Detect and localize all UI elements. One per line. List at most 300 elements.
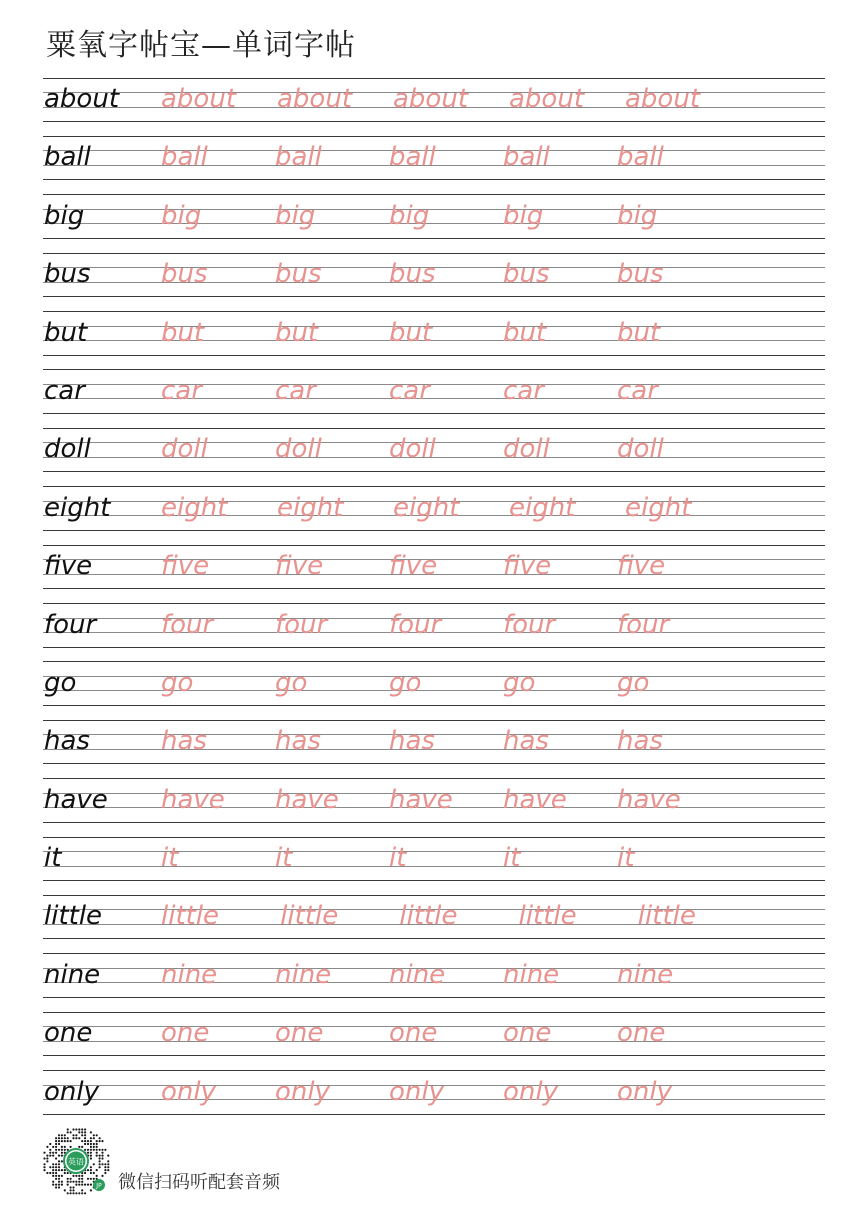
trace-word: doll	[389, 434, 436, 465]
qr-dot	[58, 1137, 60, 1139]
qr-dot	[61, 1140, 63, 1142]
qr-dot	[78, 1137, 80, 1139]
qr-dot	[78, 1146, 80, 1148]
trace-word: go	[275, 667, 308, 698]
qr-dot	[96, 1143, 98, 1145]
trace-word: about	[277, 84, 353, 114]
qr-dot	[49, 1155, 51, 1157]
qr-dot	[84, 1143, 86, 1145]
ruling-line	[43, 822, 825, 823]
trace-word: only	[161, 1076, 216, 1107]
trace-word: about	[161, 84, 237, 114]
qr-dot	[72, 1192, 74, 1194]
qr-dot	[72, 1175, 74, 1177]
qr-dot	[87, 1140, 89, 1142]
qr-dot	[46, 1160, 48, 1162]
ruling-line	[43, 121, 825, 122]
qr-dot	[81, 1131, 83, 1133]
trace-word: little	[518, 901, 577, 932]
qr-dot	[58, 1166, 60, 1168]
trace-word: four	[275, 609, 328, 640]
qr-code-icon[interactable]	[42, 1127, 112, 1197]
trace-word: bus	[275, 259, 322, 290]
ruling-line	[43, 1114, 825, 1115]
qr-dot	[99, 1149, 101, 1151]
ruling-line	[43, 603, 825, 604]
ruling-line	[43, 953, 825, 954]
qr-dot	[58, 1181, 60, 1183]
qr-dot	[61, 1155, 63, 1157]
model-word: five	[44, 551, 93, 582]
ruling-line	[43, 369, 825, 370]
qr-dot	[64, 1189, 66, 1191]
qr-dot	[52, 1181, 54, 1183]
qr-dot	[96, 1134, 98, 1136]
trace-word: doll	[617, 434, 664, 465]
qr-dot	[55, 1137, 57, 1139]
practice-row	[43, 661, 825, 719]
trace-word: five	[503, 551, 552, 582]
ruling-line	[43, 661, 825, 662]
qr-dot	[101, 1140, 103, 1142]
trace-word: it	[503, 843, 521, 874]
qr-dot	[61, 1149, 63, 1151]
qr-dot	[90, 1166, 92, 1168]
qr-dot	[87, 1169, 89, 1171]
model-word: has	[44, 726, 90, 757]
practice-row	[43, 311, 825, 369]
qr-dot	[90, 1169, 92, 1171]
qr-dot	[107, 1160, 109, 1162]
qr-dot	[84, 1140, 86, 1142]
qr-dot	[72, 1128, 74, 1130]
ruling-line	[43, 1055, 825, 1056]
qr-dot	[81, 1175, 83, 1177]
qr-dot	[61, 1137, 63, 1139]
qr-dot	[90, 1172, 92, 1174]
trace-word: five	[275, 551, 324, 582]
trace-word: bus	[617, 259, 664, 290]
practice-row	[43, 252, 825, 310]
qr-dot	[43, 1157, 45, 1159]
trace-word: have	[161, 784, 225, 815]
qr-dot	[101, 1152, 103, 1154]
trace-word: car	[275, 375, 316, 406]
qr-dot	[49, 1149, 51, 1151]
qr-dot	[90, 1178, 92, 1180]
qr-dot	[90, 1189, 92, 1191]
ruling-line	[43, 588, 825, 589]
qr-dot	[75, 1181, 77, 1183]
trace-word: go	[389, 667, 422, 698]
qr-dot	[107, 1163, 109, 1165]
trace-word: doll	[275, 434, 322, 465]
qr-dot	[58, 1169, 60, 1171]
trace-word: car	[503, 375, 544, 406]
qr-dot	[104, 1163, 106, 1165]
qr-dot	[43, 1152, 45, 1154]
qr-dot	[52, 1163, 54, 1165]
qr-dot	[101, 1175, 103, 1177]
qr-dot	[107, 1169, 109, 1171]
qr-dot	[84, 1131, 86, 1133]
trace-word: ball	[617, 142, 664, 173]
ruling-line	[43, 238, 825, 239]
ruling-line	[43, 720, 825, 721]
qr-dot	[67, 1184, 69, 1186]
trace-word: nine	[389, 959, 446, 990]
ruling-line	[43, 778, 825, 779]
trace-word: one	[617, 1018, 666, 1049]
ruling-line	[43, 194, 825, 195]
qr-dot	[55, 1169, 57, 1171]
qr-dot	[52, 1172, 54, 1174]
trace-word: little	[637, 901, 696, 932]
trace-word: five	[389, 551, 438, 582]
qr-dot	[99, 1157, 101, 1159]
qr-dot	[99, 1160, 101, 1162]
qr-dot	[81, 1146, 83, 1148]
trace-word: little	[161, 901, 220, 932]
qr-dot	[70, 1192, 72, 1194]
trace-word: doll	[503, 434, 550, 465]
practice-row	[43, 1070, 825, 1128]
qr-dot	[52, 1175, 54, 1177]
trace-word: nine	[617, 959, 674, 990]
model-word: have	[44, 784, 108, 815]
qr-dot	[81, 1189, 83, 1191]
qr-dot	[49, 1166, 51, 1168]
trace-word: has	[161, 726, 207, 757]
qr-dot	[43, 1163, 45, 1165]
qr-dot	[58, 1140, 60, 1142]
qr-dot	[55, 1146, 57, 1148]
qr-dot	[87, 1178, 89, 1180]
trace-word: eight	[277, 492, 344, 523]
trace-word: ball	[275, 142, 322, 173]
trace-word: but	[275, 317, 319, 348]
practice-row	[43, 135, 825, 193]
qr-dot	[55, 1172, 57, 1174]
qr-dot	[61, 1152, 63, 1154]
qr-small-label: JP	[96, 1182, 102, 1190]
qr-dot	[72, 1134, 74, 1136]
qr-dot	[101, 1155, 103, 1157]
qr-dot	[90, 1184, 92, 1186]
model-word: it	[44, 843, 62, 874]
trace-word: has	[275, 726, 321, 757]
trace-word: has	[389, 726, 435, 757]
model-word: about	[44, 84, 120, 114]
qr-dot	[78, 1181, 80, 1183]
qr-dot	[93, 1163, 95, 1165]
trace-word: doll	[161, 434, 208, 465]
trace-word: it	[161, 843, 179, 874]
trace-word: one	[161, 1018, 210, 1049]
trace-word: four	[617, 609, 670, 640]
trace-word: car	[389, 375, 430, 406]
qr-dot	[55, 1143, 57, 1145]
trace-word: eight	[393, 492, 460, 523]
trace-word: eight	[625, 492, 692, 523]
qr-dot	[58, 1186, 60, 1188]
model-word: ball	[44, 142, 91, 173]
qr-dot	[55, 1186, 57, 1188]
trace-word: go	[161, 667, 194, 698]
qr-dot	[96, 1149, 98, 1151]
qr-dot	[58, 1163, 60, 1165]
ruling-line	[43, 311, 825, 312]
qr-dot	[43, 1169, 45, 1171]
qr-dot	[49, 1172, 51, 1174]
qr-dot	[81, 1134, 83, 1136]
qr-dot	[58, 1155, 60, 1157]
trace-word: have	[617, 784, 681, 815]
trace-word: but	[389, 317, 433, 348]
qr-dot	[81, 1184, 83, 1186]
qr-dot	[64, 1149, 66, 1151]
model-word: eight	[44, 492, 111, 523]
practice-row	[43, 778, 825, 836]
qr-dot	[70, 1140, 72, 1142]
qr-dot	[99, 1137, 101, 1139]
trace-word: it	[275, 843, 293, 874]
qr-dot	[58, 1175, 60, 1177]
qr-dot	[84, 1134, 86, 1136]
ruling-line	[43, 136, 825, 137]
qr-dot	[104, 1169, 106, 1171]
trace-word: have	[275, 784, 339, 815]
model-word: nine	[44, 959, 101, 990]
qr-dot	[61, 1169, 63, 1171]
trace-word: go	[503, 667, 536, 698]
qr-dot	[75, 1137, 77, 1139]
model-word: one	[44, 1018, 93, 1049]
trace-word: one	[389, 1018, 438, 1049]
qr-dot	[49, 1152, 51, 1154]
trace-word: five	[617, 551, 666, 582]
trace-word: bus	[161, 259, 208, 290]
qr-dot	[67, 1172, 69, 1174]
qr-dot	[107, 1155, 109, 1157]
qr-dot	[93, 1137, 95, 1139]
model-word: little	[44, 901, 103, 932]
trace-word: go	[617, 667, 650, 698]
qr-dot	[96, 1155, 98, 1157]
qr-dot	[107, 1166, 109, 1168]
handwriting-sheet	[43, 77, 825, 1128]
qr-dot	[101, 1149, 103, 1151]
ruling-line	[43, 938, 825, 939]
trace-word: it	[617, 843, 635, 874]
qr-dot	[58, 1178, 60, 1180]
ruling-line	[43, 471, 825, 472]
qr-dot	[93, 1172, 95, 1174]
qr-dot	[58, 1134, 60, 1136]
qr-dot	[75, 1184, 77, 1186]
qr-dot	[99, 1140, 101, 1142]
qr-dot	[64, 1134, 66, 1136]
trace-word: big	[161, 200, 202, 231]
model-word: doll	[44, 434, 91, 465]
qr-dot	[96, 1146, 98, 1148]
qr-dot	[70, 1189, 72, 1191]
qr-dot	[55, 1184, 57, 1186]
model-word: car	[44, 375, 85, 406]
practice-row	[43, 544, 825, 602]
qr-dot	[93, 1134, 95, 1136]
qr-dot	[67, 1192, 69, 1194]
qr-dot	[58, 1184, 60, 1186]
qr-dot	[52, 1169, 54, 1171]
qr-dot	[99, 1166, 101, 1168]
trace-word: eight	[161, 492, 228, 523]
trace-word: five	[161, 551, 210, 582]
trace-word: has	[617, 726, 663, 757]
trace-word: nine	[503, 959, 560, 990]
trace-word: ball	[161, 142, 208, 173]
ruling-line	[43, 647, 825, 648]
qr-dot	[67, 1128, 69, 1130]
qr-dot	[93, 1178, 95, 1180]
qr-dot	[87, 1143, 89, 1145]
model-word: go	[44, 667, 77, 698]
qr-dot	[93, 1149, 95, 1151]
trace-word: only	[503, 1076, 558, 1107]
trace-word: it	[389, 843, 407, 874]
practice-row	[43, 194, 825, 252]
trace-word: four	[389, 609, 442, 640]
footer	[42, 1127, 462, 1199]
qr-dot	[84, 1128, 86, 1130]
qr-dot	[61, 1146, 63, 1148]
qr-dot	[64, 1140, 66, 1142]
qr-dot	[61, 1160, 63, 1162]
practice-row	[43, 719, 825, 777]
qr-dot	[75, 1134, 77, 1136]
trace-word: nine	[161, 959, 218, 990]
practice-row	[43, 1011, 825, 1069]
footer-caption: 微信扫码听配套音频	[118, 1172, 280, 1193]
trace-word: one	[275, 1018, 324, 1049]
qr-dot	[81, 1178, 83, 1180]
trace-word: only	[275, 1076, 330, 1107]
trace-word: four	[161, 609, 214, 640]
trace-word: but	[617, 317, 661, 348]
qr-dot	[70, 1181, 72, 1183]
ruling-line	[43, 880, 825, 881]
qr-dot	[70, 1178, 72, 1180]
qr-dot	[64, 1172, 66, 1174]
trace-word: ball	[503, 142, 550, 173]
qr-dot	[52, 1184, 54, 1186]
qr-dot	[104, 1149, 106, 1151]
qr-dot	[84, 1172, 86, 1174]
ruling-line	[43, 296, 825, 297]
ruling-line	[43, 705, 825, 706]
qr-dot	[67, 1137, 69, 1139]
qr-dot	[78, 1192, 80, 1194]
trace-word: eight	[509, 492, 576, 523]
qr-dot	[61, 1181, 63, 1183]
practice-row	[43, 603, 825, 661]
qr-dot	[64, 1146, 66, 1148]
qr-dot	[87, 1152, 89, 1154]
qr-dot	[96, 1140, 98, 1142]
ruling-line	[43, 997, 825, 998]
qr-dot	[90, 1137, 92, 1139]
practice-row	[43, 894, 825, 952]
qr-dot	[72, 1186, 74, 1188]
qr-dot	[90, 1143, 92, 1145]
trace-word: four	[503, 609, 556, 640]
qr-dot	[55, 1175, 57, 1177]
qr-dot	[46, 1172, 48, 1174]
qr-dot	[43, 1166, 45, 1168]
qr-dot	[49, 1143, 51, 1145]
model-word: four	[44, 609, 97, 640]
qr-badge-label: 英语	[68, 1157, 84, 1167]
qr-dot	[81, 1181, 83, 1183]
qr-dot	[64, 1169, 66, 1171]
ruling-line	[43, 78, 825, 79]
qr-dot	[70, 1146, 72, 1148]
ruling-line	[43, 428, 825, 429]
trace-word: have	[389, 784, 453, 815]
qr-dot	[87, 1184, 89, 1186]
qr-dot	[84, 1184, 86, 1186]
ruling-line	[43, 413, 825, 414]
trace-word: about	[509, 84, 585, 114]
ruling-line	[43, 179, 825, 180]
qr-dot	[84, 1137, 86, 1139]
practice-row	[43, 369, 825, 427]
trace-word: big	[617, 200, 658, 231]
qr-dot	[104, 1172, 106, 1174]
qr-dot	[75, 1175, 77, 1177]
qr-dot	[84, 1192, 86, 1194]
trace-word: nine	[275, 959, 332, 990]
trace-word: little	[399, 901, 458, 932]
trace-word: only	[617, 1076, 672, 1107]
qr-dot	[58, 1143, 60, 1145]
qr-dot	[75, 1128, 77, 1130]
qr-dot	[84, 1149, 86, 1151]
ruling-line	[43, 486, 825, 487]
qr-dot	[70, 1131, 72, 1133]
trace-word: about	[393, 84, 469, 114]
qr-dot	[78, 1131, 80, 1133]
qr-dot	[61, 1134, 63, 1136]
trace-word: little	[280, 901, 339, 932]
qr-dot	[99, 1155, 101, 1157]
qr-dot	[46, 1157, 48, 1159]
model-word: big	[44, 200, 85, 231]
qr-dot	[101, 1163, 103, 1165]
trace-word: but	[161, 317, 205, 348]
ruling-line	[43, 1070, 825, 1071]
qr-dot	[90, 1152, 92, 1154]
practice-row	[43, 836, 825, 894]
qr-dot	[58, 1149, 60, 1151]
qr-dot	[78, 1178, 80, 1180]
qr-dot	[72, 1137, 74, 1139]
trace-word: ball	[389, 142, 436, 173]
qr-dot	[96, 1152, 98, 1154]
page-title: 粟氧字帖宝—单词字帖	[46, 28, 356, 63]
qr-dot	[55, 1166, 57, 1168]
qr-dot	[96, 1169, 98, 1171]
